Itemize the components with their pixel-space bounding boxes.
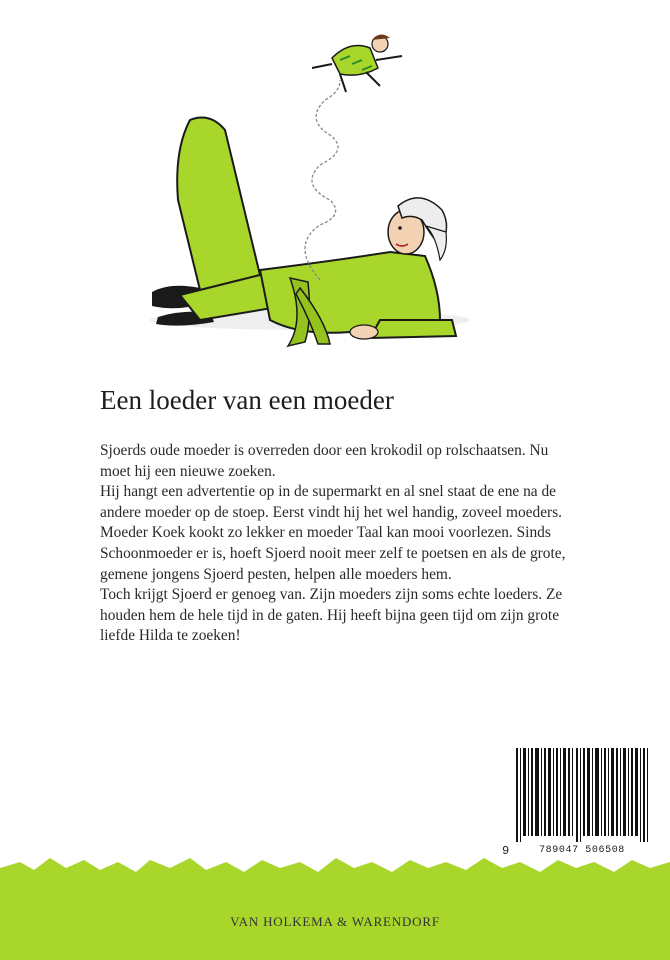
jumping-boy-icon xyxy=(312,34,402,92)
barcode-lead-digit: 9 xyxy=(502,844,510,858)
barcode-digits: 789047 506508 xyxy=(539,845,625,856)
barcode-bars xyxy=(516,748,648,842)
book-blurb xyxy=(100,441,570,647)
book-title: Een loeder van een moeder xyxy=(100,385,394,415)
blurb-paragraph: Sjoerds oude moeder is overreden door een krokodil op rolschaatsen. Nu moet hij een nieuwe zoeken. xyxy=(100,442,549,480)
publisher-name: VAN HOLKEMA & WARENDORF xyxy=(230,914,440,929)
cover-illustration xyxy=(140,20,490,360)
isbn-barcode xyxy=(502,748,652,860)
blurb-paragraph: Toch krijgt Sjoerd er genoeg van. Zijn moeders zijn soms echte loeders. Ze houden hem de hele tijd in de gaten. Hij heeft bijna geen tijd om zijn grote liefde Hilda te zoeken! xyxy=(100,586,563,645)
green-grass-band xyxy=(0,852,670,960)
blurb-paragraph: Hij hangt een advertentie op in de supermarkt en al snel staat de ene na de andere moeder op de stoep. Eerst vindt hij het wel handig, zoveel moeders. Moeder Koek kookt zo lekker en moeder Taal kan mooi voorlezen. Sinds Schoonmoeder er is, hoeft Sjoerd nooit meer zelf te poetsen en als de grote, gemene jongens Sjoerd pesten, helpen alle moeders hem. xyxy=(100,483,566,583)
